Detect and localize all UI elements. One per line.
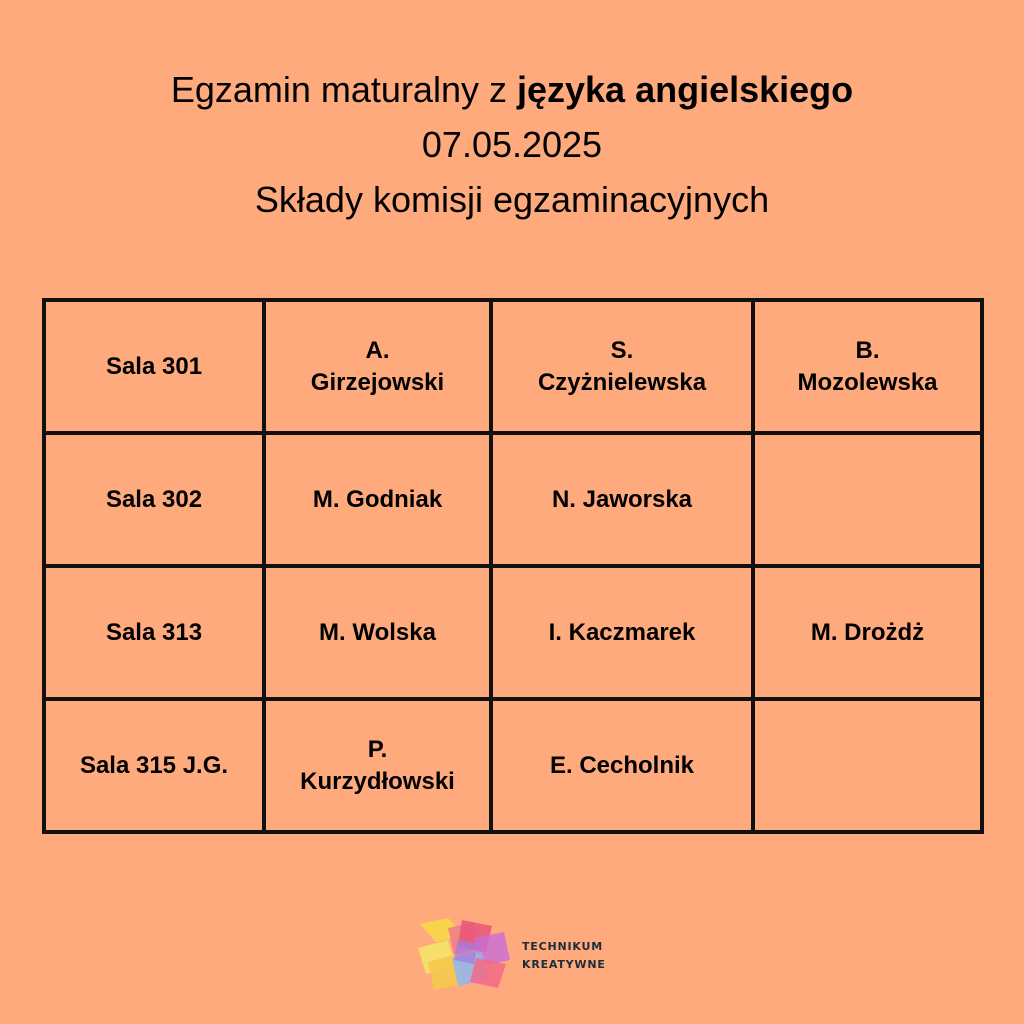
member-cell: M. Drożdż [753, 566, 982, 699]
school-logo [418, 918, 618, 990]
room-cell: Sala 302 [44, 433, 264, 566]
member-cell: M. Wolska [264, 566, 491, 699]
table-row [44, 433, 982, 566]
table-row [44, 699, 982, 832]
room-cell: Sala 313 [44, 566, 264, 699]
logo-mark-icon [418, 918, 510, 990]
member-cell: I. Kaczmarek [491, 566, 753, 699]
member-cell: S. Czyżnielewska [491, 300, 753, 433]
room-cell: Sala 315 J.G. [44, 699, 264, 832]
page-subtitle: Składy komisji egzaminacyjnych [254, 179, 770, 220]
title-line [0, 62, 1024, 117]
logo-text [522, 938, 606, 974]
title-subject: języka angielskiego [516, 69, 854, 110]
member-cell [753, 433, 982, 566]
logo-line-2: KREATYWNE [522, 958, 606, 971]
member-cell: B. Mozolewska [753, 300, 982, 433]
exam-date: 07.05.2025 [421, 124, 603, 165]
room-cell: Sala 301 [44, 300, 264, 433]
committee-table [42, 298, 984, 834]
page-header [0, 62, 1024, 227]
member-cell: M. Godniak [264, 433, 491, 566]
member-cell: P. Kurzydłowski [264, 699, 491, 832]
member-cell: N. Jaworska [491, 433, 753, 566]
table-row [44, 300, 982, 433]
logo-line-1: TECHNIKUM [522, 940, 604, 953]
member-cell: E. Cecholnik [491, 699, 753, 832]
member-cell: A. Girzejowski [264, 300, 491, 433]
table-row [44, 566, 982, 699]
title-prefix: Egzamin maturalny z [170, 69, 517, 110]
member-cell [753, 699, 982, 832]
